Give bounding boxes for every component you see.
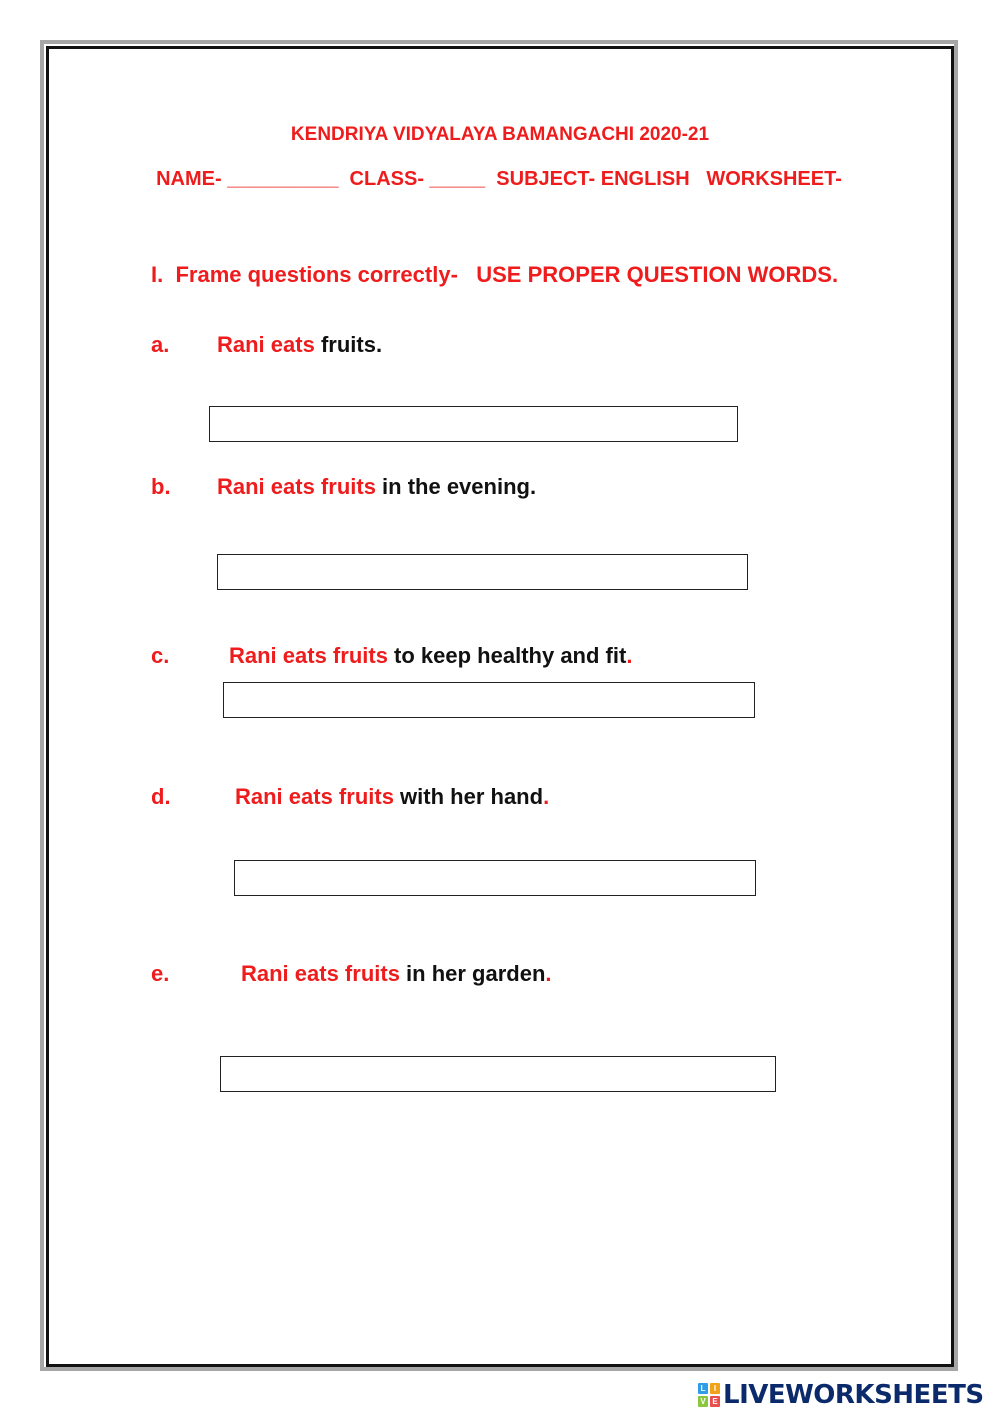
question-text: [217, 332, 382, 358]
question-d: [151, 784, 550, 862]
question-end: .: [543, 784, 550, 809]
school-title: KENDRIYA VIDYALAYA BAMANGACHI 2020-21: [290, 124, 710, 145]
question-highlight: Rani eats: [217, 332, 315, 357]
question-rest: fruits: [314, 332, 376, 357]
logo-letter: E: [710, 1396, 720, 1407]
section-number: I.: [151, 262, 164, 287]
section-emphasis: USE PROPER QUESTION WORDS.: [476, 262, 839, 287]
student-info-line: NAME- __________ CLASS- _____ SUBJECT- ENGLISH WORKSHEET-: [156, 168, 842, 190]
question-highlight: Rani eats fruits: [229, 643, 388, 668]
answer-input-a[interactable]: [209, 406, 738, 442]
question-end: .: [375, 332, 383, 357]
question-end: .: [545, 961, 552, 986]
answer-input-d[interactable]: [234, 860, 756, 896]
question-rest: in her garden: [399, 961, 546, 986]
question-text: [229, 643, 632, 669]
question-highlight: Rani eats fruits: [235, 784, 394, 809]
question-rest: with her hand: [393, 784, 544, 809]
answer-input-e[interactable]: [220, 1056, 776, 1092]
question-end: .: [529, 474, 537, 499]
question-rest: to keep healthy and fit: [387, 643, 627, 668]
question-highlight: Rani eats fruits: [241, 961, 400, 986]
question-a: [151, 332, 383, 410]
question-e: [151, 961, 552, 1039]
question-letter: a.: [151, 332, 170, 357]
question-c: [151, 643, 633, 721]
section-heading: [151, 262, 838, 288]
section-instruction: Frame questions correctly-: [175, 262, 458, 287]
answer-input-b[interactable]: [217, 554, 748, 590]
question-text: [235, 784, 549, 810]
question-end: .: [626, 643, 633, 668]
logo-mark-icon: [698, 1383, 720, 1407]
logo-text: LIVEWORKSHEETS: [723, 1380, 984, 1410]
question-rest: in the evening: [375, 474, 530, 499]
question-text: [217, 474, 536, 500]
logo-letter: I: [710, 1383, 720, 1394]
question-b: [151, 474, 537, 552]
question-text: [241, 961, 552, 987]
question-letter: e.: [151, 961, 170, 986]
answer-input-c[interactable]: [223, 682, 755, 718]
logo-letter: V: [698, 1396, 708, 1407]
question-letter: b.: [151, 474, 171, 499]
question-letter: d.: [151, 784, 171, 809]
question-letter: c.: [151, 643, 170, 668]
logo-letter: L: [698, 1383, 708, 1394]
question-highlight: Rani eats fruits: [217, 474, 376, 499]
liveworksheets-logo[interactable]: [698, 1380, 984, 1410]
